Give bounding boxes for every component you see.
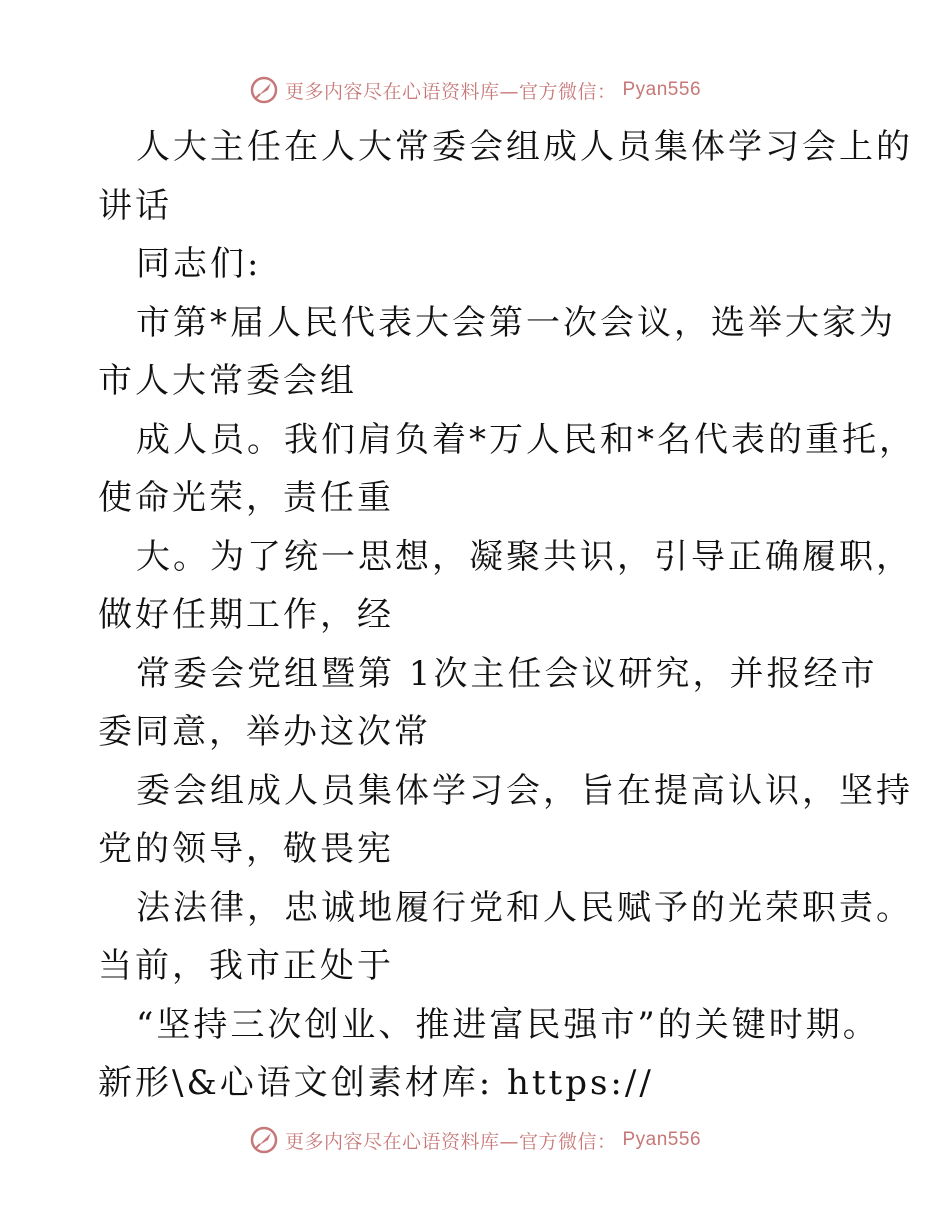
footer-watermark — [0, 1120, 950, 1160]
text-line: 委同意，举办这次常 — [98, 712, 431, 752]
text-line: 使命光荣，责任重 — [98, 478, 394, 518]
text-line: 成人员。我们肩负着*万人民和*名代表的重托， — [136, 419, 916, 460]
text-line: 大。为了统一思想，凝聚共识，引导正确履职， — [136, 536, 913, 577]
text-line: 做好任期工作，经 — [98, 595, 394, 635]
text-line: 新形\&心语文创素材库: https:// — [98, 1063, 654, 1103]
text-line: 党的领导，敬畏宪 — [98, 829, 394, 869]
watermark-text: 更多内容尽在心语资料库—官方微信： — [284, 1130, 617, 1153]
watermark-text: 更多内容尽在心语资料库—官方微信： — [284, 80, 617, 103]
text-line: 法法律，忠诚地履行党和人民赋予的光荣职责。 — [136, 887, 913, 928]
text-line: 当前，我市正处于 — [98, 946, 394, 986]
watermark-id: Pyan556 — [622, 1129, 702, 1150]
text-line: 市第*届人民代表大会第一次会议，选举大家为 — [136, 302, 896, 343]
text-line: 委会组成人员集体学习会，旨在提高认识，坚持 — [136, 770, 913, 811]
text-line: 同志们: — [136, 244, 262, 284]
feather-pen-logo-icon — [249, 1125, 279, 1155]
text-line: 常委会党组暨第 1次主任会议研究，并报经市 — [136, 653, 878, 694]
text-line: 讲话 — [98, 185, 172, 226]
text-line: 市人大常委会组 — [98, 361, 357, 401]
feather-pen-logo-icon — [249, 75, 279, 105]
document-body — [98, 118, 916, 1113]
header-watermark — [0, 70, 950, 110]
text-line: 人大主任在人大常委会组成人员集体学习会上的 — [136, 127, 913, 167]
watermark-id: Pyan556 — [622, 79, 702, 100]
text-line: “坚持三次创业、推进富民强市”的关键时期。 — [136, 1004, 880, 1045]
